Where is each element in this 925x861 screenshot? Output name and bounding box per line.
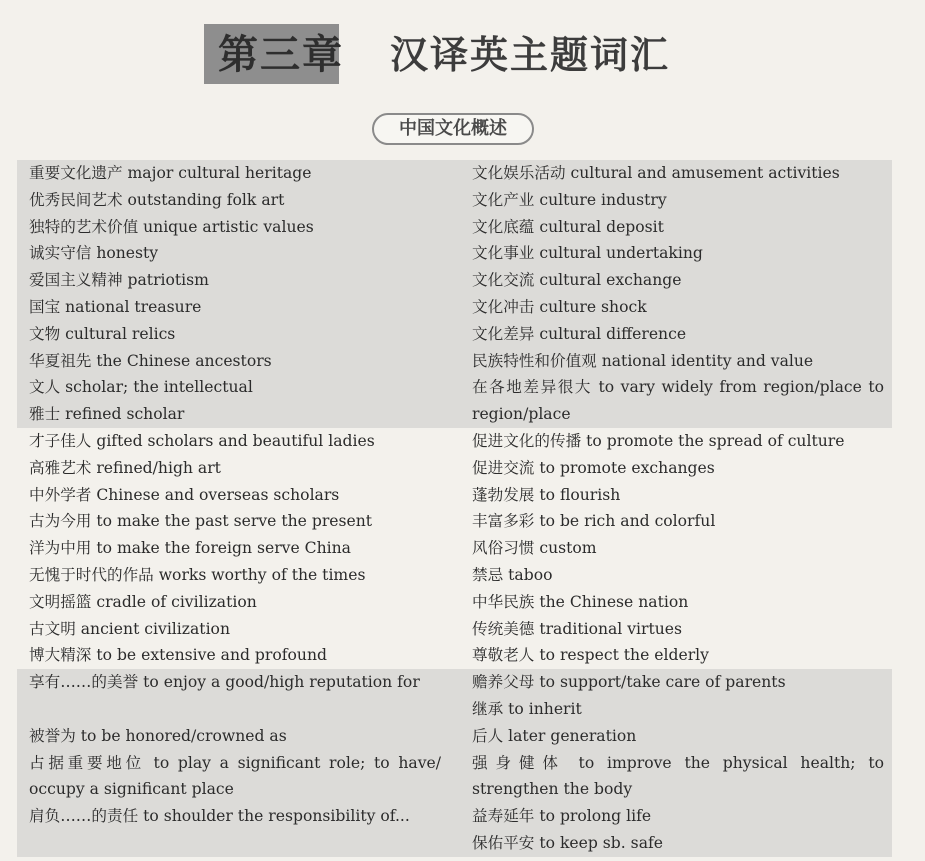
vocab-row [17, 187, 892, 214]
vocab-row [17, 160, 892, 187]
vocabulary-table [17, 160, 892, 857]
vocab-entry-left: 占据重要地位 to play a significant role; to have/ occupy a significant place [29, 753, 441, 799]
vocab-entry-left: 被誉为 to be honored/crowned as [29, 726, 287, 745]
vocab-row [17, 348, 892, 375]
vocab-entry-right: 文化事业 cultural undertaking [472, 244, 703, 263]
vocab-entry-right: 中华民族 the Chinese nation [472, 592, 689, 611]
chapter-topic: 汉译英主题词汇 [390, 33, 671, 77]
vocab-entry-right: 文化产业 culture industry [472, 190, 667, 209]
vocab-entry-right: 风俗习惯 custom [472, 539, 597, 558]
vocab-entry-right: 传统美德 traditional virtues [472, 619, 683, 638]
vocab-entry-left: 文物 cultural relics [29, 324, 176, 343]
vocab-entry-left: 才子佳人 gifted scholars and beautiful ladies [29, 431, 375, 450]
vocab-row [17, 428, 892, 455]
vocab-entry-left: 享有……的美誉 to enjoy a good/high reputation for [29, 673, 420, 692]
vocab-row [17, 562, 892, 589]
vocab-entry-right: 促进交流 to promote exchanges [472, 458, 715, 477]
vocab-row [17, 508, 892, 535]
vocab-row [17, 482, 892, 509]
vocab-entry-left: 中外学者 Chinese and overseas scholars [29, 485, 340, 504]
chapter-heading [200, 14, 720, 86]
vocab-entry-right: 益寿延年 to prolong life 保佑平安 to keep sb. safe [472, 807, 663, 852]
vocab-entry-left: 独特的艺术价值 unique artistic values [29, 217, 314, 236]
vocab-entry-right: 丰富多彩 to be rich and colorful [472, 512, 716, 531]
vocab-entry-right: 强身健体 to improve the physical health; to strengthen the body [472, 753, 884, 799]
vocab-entry-right: 文化交流 cultural exchange [472, 271, 682, 290]
vocab-entry-right: 后人 later generation [472, 726, 637, 745]
vocab-entry-left: 古文明 ancient civilization [29, 619, 230, 638]
vocab-entry-left: 文明摇篮 cradle of civilization [29, 592, 257, 611]
vocab-entry-right: 文化娱乐活动 cultural and amusement activities [472, 164, 840, 182]
vocab-entry-right: 促进文化的传播 to promote the spread of culture [472, 431, 845, 450]
vocab-entry-right: 文化冲击 culture shock [472, 297, 647, 316]
vocab-entry-left: 高雅艺术 refined/high art [29, 458, 221, 477]
vocab-entry-left: 爱国主义精神 patriotism [29, 271, 209, 290]
vocab-entry-left: 重要文化遗产 major cultural heritage [29, 164, 312, 182]
vocab-entry-left: 诚实守信 honesty [29, 244, 159, 263]
vocab-entry-right: 民族特性和价值观 national identity and value [472, 351, 814, 370]
vocab-entry-left: 无愧于时代的作品 works worthy of the times [29, 565, 366, 584]
vocab-entry-left: 肩负……的责任 to shoulder the responsibility of... [29, 807, 410, 826]
vocab-entry-left: 国宝 national treasure [29, 297, 202, 316]
vocab-row [17, 589, 892, 616]
vocab-row [17, 267, 892, 294]
vocab-row [17, 803, 892, 857]
vocab-row [17, 294, 892, 321]
vocab-entry-right: 禁忌 taboo [472, 565, 553, 584]
vocab-entry-right: 尊敬老人 to respect the elderly [472, 646, 709, 665]
section-title: 中国文化概述 [372, 113, 534, 145]
vocab-entry-right: 文化差异 cultural difference [472, 324, 687, 343]
vocab-entry-right: 在各地差异很大 to vary widely from region/place to region/place [472, 378, 884, 424]
vocab-row [17, 240, 892, 267]
vocab-row [17, 642, 892, 669]
vocab-entry-left: 华夏祖先 the Chinese ancestors [29, 351, 272, 370]
vocab-entry-right: 文化底蕴 cultural deposit [472, 217, 664, 236]
vocab-row [17, 616, 892, 643]
vocab-row [17, 669, 892, 723]
chapter-label: 第三章 [218, 32, 344, 78]
vocab-entry-left: 古为今用 to make the past serve the present [29, 512, 373, 531]
vocab-entry-right: 赡养父母 to support/take care of parents 继承 to inherit [472, 673, 786, 718]
vocab-row [17, 374, 892, 428]
vocab-entry-right: 蓬勃发展 to flourish [472, 485, 621, 504]
vocab-entry-left: 博大精深 to be extensive and profound [29, 646, 327, 665]
vocab-row [17, 214, 892, 241]
vocab-row [17, 750, 892, 804]
vocab-entry-left: 文人 scholar; the intellectual 雅士 refined scholar [29, 378, 253, 424]
vocab-entry-left: 优秀民间艺术 outstanding folk art [29, 190, 285, 209]
vocab-row [17, 723, 892, 750]
vocab-row [17, 455, 892, 482]
vocab-row [17, 321, 892, 348]
vocab-entry-left: 洋为中用 to make the foreign serve China [29, 539, 351, 558]
vocab-row [17, 535, 892, 562]
